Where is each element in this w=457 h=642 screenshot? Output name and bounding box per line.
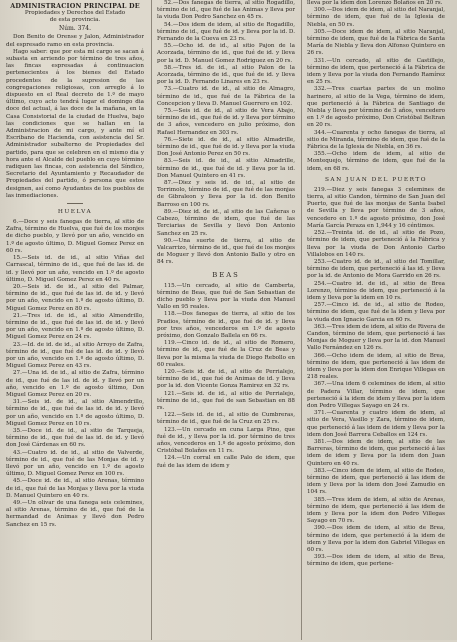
list-item: 121.—Seis id. de id., al sitio de Perrialejo, término de id., que fué de san Sebastian en 88 rs. — [157, 390, 295, 411]
list-item: 122.—Seis id. de id., al sitio de Cumbreras, término de id., que fué de la Cruz en 25 rs. — [157, 412, 295, 426]
list-item: 363.—Tres idem de idem, al sitio de Rivera de Candon, término de idem, que perteneció á las Monjas de Moguer y lleva por la id. don Manuel Vallo Fernández en 126 rs. — [307, 323, 445, 352]
list-item: 23.—Id. de id. de id., al sitio Arroyo de Zafra, término de id., que fué de las id. de id. y llevó por un año, vencido en 1.º de agosto último, D. Miguel Gomez Perez en 43 rs. — [6, 341, 144, 370]
list-item: 31.—Seis id. de id., al sitio Almendrillo, término de id., que fué de las id. de id. y llevó por un año, vencido en 1.º de agosto último, D. Miguel Gomez Perez en 10 rs. — [6, 399, 144, 427]
intro-paragraph: Don Benito de Orense y Jalon, Administrador del espresado ramo en esta provincia. — [6, 34, 144, 48]
list-item: 367.—Una idem 6 celemines de idem, al sitio de Padera Villar, término de idem, que perteneció á la idem de idem y lleva por la idem don Pedro Villegas Sayago en 24 rs. — [307, 381, 445, 409]
list-item: 49.—Un olivar de una fanega seis celemines, al sitio Arenas, término de id., que fué de la hermandad de Animas y llevó don Pedro Sanchez en 15 rs. — [6, 500, 144, 528]
list-item: 87.—Diez y seis id. de id., al sitio de Torrimolo, término de id., que fué de las monjas de Gibraleon y lleva por la id. don Benito Barroso en 100 rs. — [157, 180, 295, 208]
column-2 — [157, 0, 295, 640]
list-item: 89.—Diez id. de id., al sitio de las Cañeras o Cabezo, término de idem, que fué de las Terciarias de Sevilla y llevó Don Antonio Sanchez en 25 rs. — [157, 208, 295, 237]
list-item: 76.—Siete id. de id., al sitio Almadrille, término de id., que fué de id. y lleva por la viuda Don José Antonio Perez en 50 rs. — [157, 136, 295, 158]
list-item: 73.—Cuatro id. de id., al sitio de Almagro, término de id., que fué de la Fábrica de la Concepcion y lleva D. Manuel Guerrero en 102. — [157, 86, 295, 107]
list-item: 115.—Un cercado, al sitio de Camberta, término de Beas, que fué de San Sebastian de dicho pueblo y lleva por la viuda don Manuel Vallo en 95 reales. — [157, 282, 295, 311]
notice-subtitle-2: de esta provincia. — [49, 17, 101, 24]
list-item: 120.—Seis id. de id., al sitio de Perrialejo, término de id., que fué de Animas de id. y lleva por la id. don Vicente Gonza Ramirez en 32 rs. — [157, 368, 295, 390]
list-item: 55.—Ocho id. de id., al sitio Pajon de la Acorzada, término de id., que fué de id. y lleva por la id. D. Manuel Gomez Rodriguez en 20 rs. — [157, 43, 295, 64]
column-3 — [307, 0, 445, 640]
list-item: 52.—Dos fanegas de tierra, al sitio Rogadillo, término de id., que fué de las Animas y lleva por la viuda Don Pedro Sanchez en 45 rs. — [157, 0, 295, 21]
list-item: 393.—Dos idem de idem, al sitio de Brea, término de idem, que pertene- — [307, 554, 445, 568]
list-item: 118.—Dos fanegas de tierra, al sitio de los Pradios, término de id., que fué de id. y lleva por tres años, vencederos en 1.º de agosto próximo, don Gonzalo Ballela en 66 rs. — [157, 311, 295, 339]
list-item: 124.—Un corral en calle Palo de idem, que fué de las idem de idem y — [157, 455, 295, 469]
list-item: 366.—Ocho idem de idem, al sitio de Brea, término de idem, que perteneció á las idem de idem y lleva por la idem don Enrique Villegas en 218 reales. — [307, 352, 445, 381]
list-item: 45.—Doce id. de id., al sitio Arenas, término de id., que fué de las Monjas y lleva por la viuda D. Manuel Quintero en 40 rs. — [6, 478, 144, 499]
section-heading: HUELVA — [57, 209, 93, 216]
notice-number: Núm. 374. — [59, 25, 91, 33]
list-item: 75.—Seis id. de id., al sitio de Vera Abajo, término de id., que fué de id. y lleva por término de 3 años, vencedero en julio próximo, don Rafael Hernandez en 303 rs. — [157, 108, 295, 136]
list-item: 254.—Cuatro id. de id., al sitio de Brea Lorenzo, término de idem, que perteneció á la idem y lleva por la idem en 10 rs. — [307, 280, 445, 301]
list-item: 371.—Cuarenta y cuatro idem de idem, al sitio de Vera, Vasillo y Zara, término de idem, que perteneció á las idem de idem y lleva por la idem don José Barrera Ceballos en 124 rs. — [307, 410, 445, 438]
list-item: 20.—Seis id. de id., al sitio del Palmar, término de id., que fué de las id. de id. y llevó por un año, vencido en 1.º de agosto último, D. Miguel Gomez Perez en 80 rs. — [6, 283, 144, 312]
list-item: 58.—Tres id. de id., al sitio Palon de la Acorzada, término de id., que fué de id. y lleva por la id. D. Fernando Linares en 23 rs. — [157, 64, 295, 86]
list-item: 43.—Cuatro id. de id., al sitio de Valverde, término de id., que fué de las Monjas de id. y llevó por un año, vencido en 1.º de agosto último, D. Miguel Gomez Perez en 100 rs. — [6, 449, 144, 478]
list-item: 332.—Tres cuartas partes de un molino harinero, al sitio de la Vega, término de idem, que perteneció á la Fábrica de Santiago de Niebla y lleva por término de 3 años, vencedero en 1.º de agosto próximo, Don Cristóbal Beltran en 20 rs. — [307, 86, 445, 129]
list-item: 344.—Cuarenta y ocho fanegas de tierra, al sitio de Miranda, término de idem, que fué de la Fábrica de la Iglesia de Niebla, en 36 rs. — [307, 129, 445, 151]
list-item: 383.—Cinco idem de idem, al sitio de Rodeo, término de idem, que perteneció á las idem de idem y lleva por la idem don José Zamudio en 104 rs. — [307, 467, 445, 496]
list-item: 252.—Treinta id. de id., al sitio de Pozo, término de idem, que perteneció á la Fábrica y lleva por la viuda de Don Antonio Carbo Villalobos en 140 rs. — [307, 230, 445, 258]
list-item: 253.—Cuatro id. de id., al sitio del Tomillar, término de idem, que perteneció á las id. y lleva por la id. de Antonio de Mora Garrido en 26 rs. — [307, 258, 445, 280]
list-item: 6.—Doce y seis fanegas de tierra, al sitio de Zafra, término de Huelva, que fué de los monjes de dicho pueblo, y llevó por un año, vencido en 1.º de agosto último, D. Miguel Gomez Perez en 60 rs. — [6, 219, 144, 254]
list-item: 54.—Dos idem de idem, al sitio de Rogadillo, término de id., que fué de id. y lleva por la id. D. Fernando de la Cueva en 23 rs. — [157, 21, 295, 43]
list-item: lleva por la idem don Lorenzo Bolaños en 20 rs. — [307, 0, 443, 6]
section-heading: SAN JUAN DEL PUERTO — [324, 176, 428, 183]
list-item: 219.—Diez y seis fanegas 3 celemines de tierra, al sitio Candon, término de San Juan del Puerto, que fué de las monjas de Santa Isabel de Sevilla y lleva por término de 3 años, vencedero en 1.º de agosto próximo, don José María García Peraza en 1,944 y 16 céntimos. — [307, 186, 445, 229]
column-rule — [151, 0, 152, 640]
list-item: 331.—Un cercado, al sitio de Castillejo, término de idem, que perteneció á la Fábrica de idem y lleva por la viuda don Fernando Ramírez en 25 rs. — [307, 57, 445, 86]
notice-subtitle: Propiedades y Derechos del Estado — [24, 10, 126, 16]
column-1 — [6, 2, 144, 642]
list-item: 21.—Tres id. de id., al sitio Almendrillo, término de id., que fué de las id. de id. y llevó por un año, vencido en 1.º de agosto último, D. Miguel Gomez Perez en 24 rs. — [6, 312, 144, 341]
list-item: 257.—Cinco id. de id., al sitio de Rodeo, término de idem, que fué de la idem y lleva por la viuda don Ignacio Garcia en 60 rs. — [307, 302, 445, 323]
list-item: 27.—Una id. de id., al sitio de Zafra, término de id., que fué de las id. de id. y llevó por un año, vencido en 1.º de agosto último, Don Miguel Gomez Perez en 20 rs. — [6, 370, 144, 398]
list-item: 381.—Dos idem de idem, al sitio de las Barreras, término de idem, que perteneció á las idem de idem y lleva por la idem don Juan Quintero en 40 rs. — [307, 438, 445, 467]
intro-paragraph: Hago saber: que por esta mi cargo se sacan á subasta en arriendo por término de tres años, las fincas espresadas á continuacion pertenecientes á los bienes del Estado procedentes de la supresion de las congregaciones religiosas, con arreglo á lo dispuesto en el Real decreto de 1.º de mayo último, cuyo acto tendrá lugar el domingo dia doce del actual, á las doce de la mañana, en la Casa Consistorial de la ciudad de Huelva, bajo las condiciones que se hallan en la Administracion de mi cargo, y ante mí el Escribano de Hacienda, con asistencia del Sr. Administrador subalterno de Propiedades del partido, para que se celebren en el mismo dia y hora ante el Alcalde del pueblo en cuyo término radiquen las fincas, con asistencia del Síndico, Secretario del Ayuntamiento y Recaudador de Propiedades del partido, ó persona que estos designen, así como Ayudantes de los pueblos de las inmediaciones. — [6, 48, 144, 199]
list-item: 305.—Doce idem de idem, al sitio Naranjal, término de idem, que fué de la Fábrica de Santa María de Niebla y lleva don Alfonso Quintero en 26 rs. — [307, 28, 445, 57]
section-heading: BEAS — [212, 270, 240, 279]
list-item: 123.—Un cercado en cuna Larga Pino, que fué de id., y lleva por la id. por término de tres años, vencederos en 1.º de agosto próximo, don Cristóbal Bolaños en 11 rs. — [157, 426, 295, 455]
list-item: 119.—Cinco id. de id., al sitio de Romero, término de id., que fué de la Cruz de Beas y lleva por la misma la viuda de Diego Rebollo en 60 reales. — [157, 340, 295, 368]
list-item: 385.—Tres idem de idem, al sitio de Arenas, término de idem, que perteneció á las idem de idem y lleva por la idem don Pedro Villegas Sayago en 70 rs. — [307, 496, 445, 525]
list-item: 83.—Seis id. de id., al sitio Almadrille, término de id., que fué de id. y lleva por la id. Don Manuel Quintero en 41 rs. — [157, 158, 295, 179]
column-rule — [301, 0, 302, 640]
notice-title: ADMINISTRACION PRINCIPAL DE — [10, 2, 140, 10]
divider — [67, 203, 83, 204]
list-item: 390.—Dos idem de idem, al sitio de Brea, término de idem, que perteneció á la idem de idem y lleva por la idem don Gabriel Villegas en 60 rs. — [307, 525, 445, 554]
list-item: 35.—Doce id. de id., al sitio de Tarqueja, término de id., que fué de las id. de id. y llevó don José Cárdenas en 60 rs. — [6, 427, 144, 449]
list-item: 90.—Una suerte de tierra, al sitio de Valcarrizo, término de id., que fué de los monjes de Moguer y llevó don Antonio Ballo y otro en 84 rs. — [157, 237, 295, 266]
list-item: 300.—Dos idem de idem, al sitio del Naranjal, término de idem, que fué de la Iglesia de Niebla, en 50 rs. — [307, 7, 445, 28]
list-item: 15.—Seis id. de id., al sitio Viñas del Carrascal, término de id., que fué de las id. de id. y llevó por un año, vencido en 1.º de agosto último, D. Miguel Gomez Perez en 40 rs. — [6, 255, 144, 283]
list-item: 355.—Ocho idem de idem, al sitio de Montequejo, término de idem, que fué de la idem, en 68 rs. — [307, 151, 445, 172]
